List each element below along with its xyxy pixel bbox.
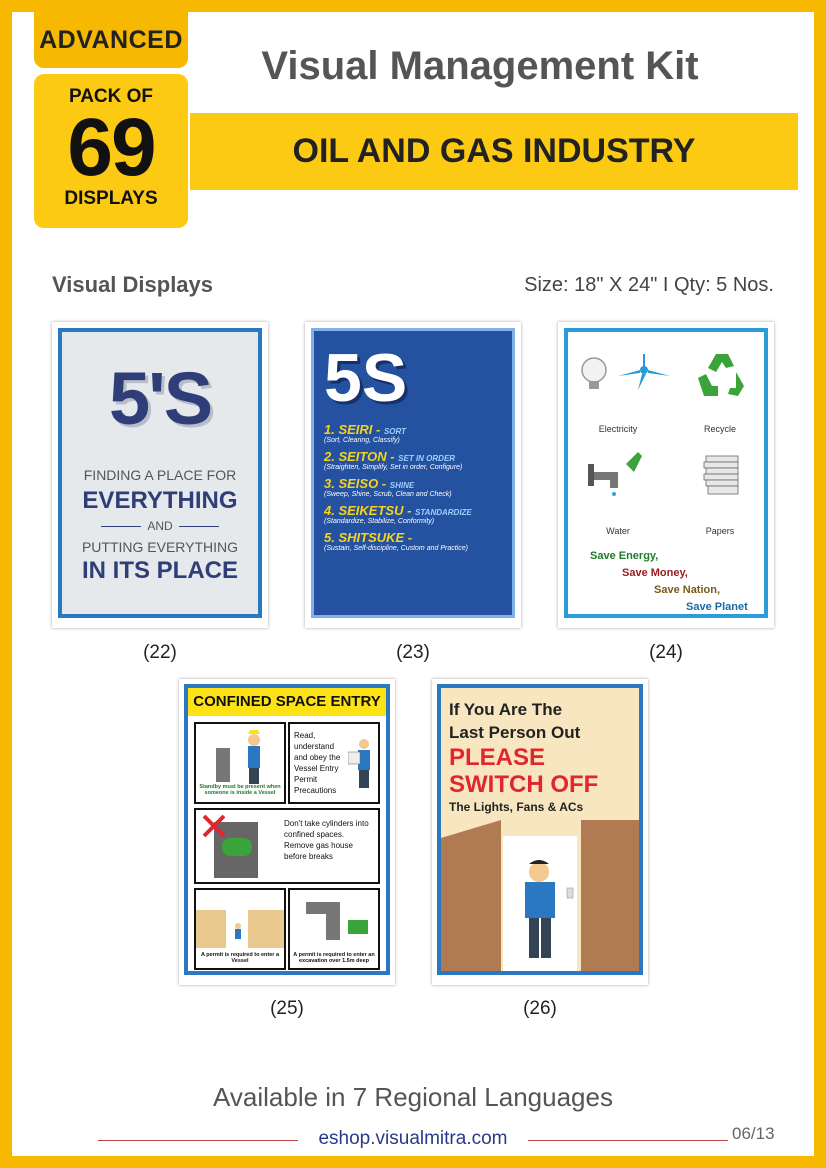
list-item: 5. SHITSUKE - (Sustain, Self-discipline, Custom and Practice) [324, 530, 468, 552]
bulb-icon [582, 358, 606, 389]
slogan-1: Save Energy, [590, 550, 659, 562]
poster-26-line5: The Lights, Fans & ACs [449, 800, 584, 814]
text-vessel-permit: A permit is required to enter a Vessel [200, 952, 280, 964]
poster-26-line3: PLEASE SWITCH OFF [449, 744, 599, 798]
poster-22-line5: IN ITS PLACE [81, 557, 238, 584]
pipe-icon [290, 892, 378, 948]
poster-26 [432, 679, 648, 985]
poster-26-line1: If You Are The Last Person Out [449, 700, 581, 742]
poster-23-heading: 5S [324, 340, 408, 416]
section-title: Visual Displays [52, 272, 214, 297]
poster-25 [179, 679, 395, 985]
poster-22-heading: 5'S [108, 357, 212, 440]
poster-22-caption: (22) [143, 642, 177, 663]
poster-24 [558, 322, 774, 628]
footer-divider-left [98, 1140, 298, 1141]
page-number: 06/13 [732, 1124, 775, 1143]
poster-22 [52, 322, 268, 628]
slogan-2: Save Money, [622, 567, 688, 579]
list-item: 3. SEISO - SHINE (Sweep, Shine, Scrub, Clean and Check) [324, 476, 452, 498]
illustration-cell [288, 888, 380, 970]
website-link[interactable]: eshop.visualmitra.com [318, 1128, 508, 1149]
cylinder-icon [200, 812, 270, 882]
water-label: Water [606, 526, 630, 536]
text-cell [288, 722, 380, 804]
languages-note: Available in 7 Regional Languages [213, 1082, 613, 1112]
pack-of-label: PACK OF [68, 86, 154, 107]
size-info: Size: 18" X 24" I Qty: 5 Nos. [524, 274, 774, 296]
poster-25-caption: (25) [270, 998, 304, 1019]
vessel-icon [196, 892, 284, 948]
papers-label: Papers [705, 526, 735, 536]
recycle-icon [698, 354, 744, 396]
text-cell [194, 808, 380, 884]
poster-22-line4: PUTTING EVERYTHING [81, 539, 239, 555]
illustration-cell [194, 888, 286, 970]
slogan-4: Save Planet [686, 601, 748, 613]
switch-off-illustration [441, 820, 639, 975]
footer-divider-right [528, 1140, 728, 1141]
poster-22-line3: AND [62, 519, 258, 533]
list-item: 4. SEIKETSU - STANDARDIZE (Standardize, Stabilize, Conformity) [324, 503, 472, 525]
poster-23-caption: (23) [396, 642, 430, 663]
poster-24-caption: (24) [649, 642, 683, 663]
electricity-label: Electricity [598, 424, 638, 434]
poster-22-line1: FINDING A PLACE FOR [83, 467, 237, 483]
poster-23 [305, 322, 521, 628]
caption-standby: Standby must be present when someone is inside a Vessel [199, 784, 281, 796]
industry-band: OIL AND GAS INDUSTRY [190, 113, 798, 190]
illustration-cell [194, 722, 286, 804]
text-excavation-permit: A permit is required to enter an excavation over 1.5m deep [293, 952, 375, 964]
worker-reading-icon [348, 734, 378, 794]
poster-26-caption: (26) [523, 998, 557, 1019]
page-title: Visual Management Kit [261, 44, 699, 88]
poster-25-heading: CONFINED SPACE ENTRY [188, 688, 386, 716]
worker-icon [196, 726, 284, 786]
fan-icon [618, 354, 670, 390]
recycle-label: Recycle [703, 424, 736, 434]
list-item: 2. SEITON - SET IN ORDER (Straighten, Simplify, Set in order, Configure) [324, 449, 463, 471]
list-item: 1. SEIRI - SORT (Sort, Clearing, Classify) [324, 422, 407, 444]
pack-badge [34, 74, 188, 228]
text-cylinders: Don't take cylinders into confined spaces. Remove gas house before breaks [284, 819, 369, 861]
level-badge: ADVANCED [34, 12, 188, 68]
displays-label: DISPLAYS [64, 188, 158, 209]
pack-count: 69 [67, 102, 155, 193]
papers-icon [704, 456, 738, 494]
poster-22-line2: EVERYTHING [82, 487, 238, 514]
tap-icon [588, 452, 642, 496]
text-permit-precautions: Read, understand and obey the Vessel Entry Permit Precautions [294, 731, 341, 795]
slogan-3: Save Nation, [654, 584, 721, 596]
